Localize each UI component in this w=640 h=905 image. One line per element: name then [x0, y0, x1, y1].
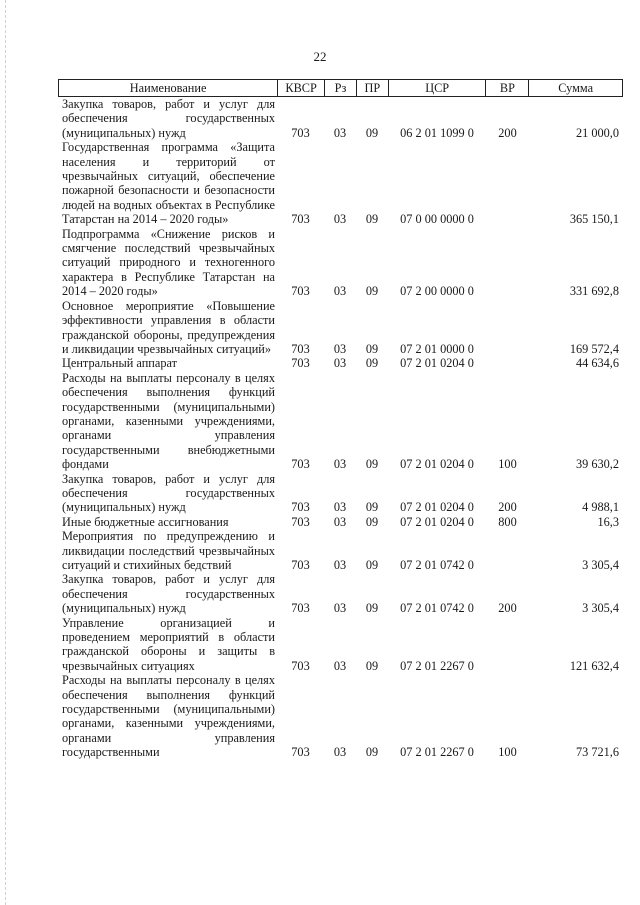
cell-vr: 200 — [498, 125, 517, 140]
cell-sum: 3 305,4 — [582, 558, 619, 572]
cell-vr: 100 — [498, 745, 517, 760]
cell-name: Подпрограмма «Снижение рисков и смягчение последствий чрезвычайных ситуаций природного и техногенного характера в Республике Татарстан на 2014 – 2020 годы» — [62, 226, 275, 299]
cell-kvsr: 703 — [291, 341, 310, 356]
cell-pr: 09 — [365, 558, 379, 572]
header-csr: ЦСР — [388, 80, 486, 96]
cell-sum: 365 150,1 — [569, 212, 619, 227]
cell-pr: 09 — [365, 341, 379, 356]
cell-pr: 09 — [365, 745, 379, 760]
header-name: Наименование — [129, 81, 207, 95]
cell-name: Расходы на выплаты персоналу в целях обеспечения выполнения функций государственными (муниципальными) органами, казенными учреждениями, органами управления государственными внебюджетными фондами — [62, 370, 275, 472]
cell-kvsr: 703 — [291, 745, 310, 760]
cell-csr: 07 2 01 0204 0 — [400, 500, 474, 515]
cell-kvsr: 703 — [291, 514, 310, 529]
table-row — [58, 371, 623, 472]
cell-rz: 03 — [333, 500, 347, 515]
cell-rz: 03 — [333, 356, 347, 371]
cell-kvsr: 703 — [291, 558, 310, 572]
cell-sum: 73 721,6 — [575, 745, 619, 760]
table-row — [58, 97, 623, 140]
cell-pr: 09 — [365, 601, 379, 616]
table-row — [58, 299, 623, 357]
cell-kvsr: 703 — [291, 500, 310, 515]
table-row — [58, 529, 623, 572]
cell-sum: 44 634,6 — [575, 356, 619, 371]
cell-vr: 100 — [498, 457, 517, 472]
cell-csr: 07 0 00 0000 0 — [400, 212, 474, 227]
cell-csr: 07 2 01 0204 0 — [400, 514, 474, 529]
cell-pr: 09 — [365, 284, 379, 299]
cell-sum: 21 000,0 — [575, 125, 619, 140]
cell-rz: 03 — [333, 457, 347, 472]
cell-kvsr: 703 — [291, 457, 310, 472]
table-row — [58, 616, 623, 674]
cell-kvsr: 703 — [291, 658, 310, 673]
budget-table — [58, 79, 623, 760]
cell-name: Центральный аппарат — [62, 356, 177, 371]
cell-csr: 07 2 01 0204 0 — [400, 356, 474, 371]
cell-rz: 03 — [333, 658, 347, 673]
cell-sum: 4 988,1 — [582, 500, 619, 515]
header-pr: ПР — [356, 80, 388, 96]
cell-csr: 07 2 01 0742 0 — [400, 601, 474, 616]
header-rz: Рз — [324, 80, 356, 96]
cell-vr: 200 — [498, 601, 517, 616]
cell-rz: 03 — [333, 341, 347, 356]
cell-pr: 09 — [365, 125, 379, 140]
cell-name: Иные бюджетные ассигнования — [62, 514, 229, 529]
table-row — [58, 515, 623, 529]
cell-sum: 39 630,2 — [575, 457, 619, 472]
header-sum: Сумма — [528, 80, 622, 96]
cell-kvsr: 703 — [291, 356, 310, 371]
page-margin-line — [5, 0, 6, 905]
cell-kvsr: 703 — [291, 125, 310, 140]
table-row — [58, 140, 623, 226]
table-row — [58, 356, 623, 370]
page-number: 22 — [313, 49, 327, 64]
cell-csr: 07 2 01 2267 0 — [400, 745, 474, 760]
cell-pr: 09 — [365, 212, 379, 227]
cell-name: Мероприятия по предупреждению и ликвидации последствий чрезвычайных ситуаций и стихийных бедствий — [62, 529, 275, 572]
table-body — [58, 97, 623, 760]
cell-sum: 121 632,4 — [569, 658, 619, 673]
cell-name: Основное мероприятие «Повышение эффективности управления в области гражданской обороны, предупреждения и ликвидации чрезвычайных ситуаций» — [62, 298, 275, 356]
table-header — [58, 79, 623, 97]
cell-vr: 200 — [498, 500, 517, 515]
cell-kvsr: 703 — [291, 284, 310, 299]
cell-name: Закупка товаров, работ и услуг для обеспечения государственных (муниципальных) нужд — [62, 471, 275, 515]
cell-pr: 09 — [365, 514, 379, 529]
cell-rz: 03 — [333, 284, 347, 299]
cell-kvsr: 703 — [291, 601, 310, 616]
cell-csr: 07 2 00 0000 0 — [400, 284, 474, 299]
cell-rz: 03 — [333, 514, 347, 529]
cell-csr: 07 2 01 0000 0 — [400, 341, 474, 356]
cell-name: Закупка товаров, работ и услуг для обеспечения государственных (муниципальных) нужд — [62, 97, 275, 140]
cell-csr: 07 2 01 0742 0 — [400, 558, 474, 572]
cell-csr: 07 2 01 0204 0 — [400, 457, 474, 472]
header-kvsr: КВСР — [277, 80, 324, 96]
cell-pr: 09 — [365, 457, 379, 472]
cell-pr: 09 — [365, 356, 379, 371]
cell-csr: 07 2 01 2267 0 — [400, 658, 474, 673]
header-vr: ВР — [485, 80, 528, 96]
cell-name: Государственная программа «Защита населения и территорий от чрезвычайных ситуаций, обеспечение пожарной безопасности и безопасности людей на водных объектах в Республике Татарстан на 2014 – 2020 годы» — [62, 140, 275, 227]
table-row — [58, 673, 623, 759]
cell-kvsr: 703 — [291, 212, 310, 227]
cell-rz: 03 — [333, 125, 347, 140]
cell-name: Управление организацией и проведением мероприятий в области гражданской обороны и защиты в чрезвычайных ситуациях — [62, 615, 275, 673]
cell-rz: 03 — [333, 601, 347, 616]
cell-sum: 3 305,4 — [582, 601, 619, 616]
table-row — [58, 572, 623, 615]
cell-name: Расходы на выплаты персоналу в целях обеспечения выполнения функций государственными (муниципальными) органами, казенными учреждениями, органами управления государственными — [62, 673, 275, 760]
cell-name: Закупка товаров, работ и услуг для обеспечения государственных (муниципальных) нужд — [62, 572, 275, 616]
cell-csr: 06 2 01 1099 0 — [400, 125, 474, 140]
cell-vr: 800 — [498, 514, 517, 529]
cell-rz: 03 — [333, 558, 347, 572]
cell-pr: 09 — [365, 658, 379, 673]
cell-sum: 169 572,4 — [569, 341, 619, 356]
cell-sum: 16,3 — [597, 514, 619, 529]
table-row — [58, 227, 623, 299]
cell-pr: 09 — [365, 500, 379, 515]
cell-rz: 03 — [333, 745, 347, 760]
table-row — [58, 472, 623, 515]
cell-sum: 331 692,8 — [569, 284, 619, 299]
cell-rz: 03 — [333, 212, 347, 227]
